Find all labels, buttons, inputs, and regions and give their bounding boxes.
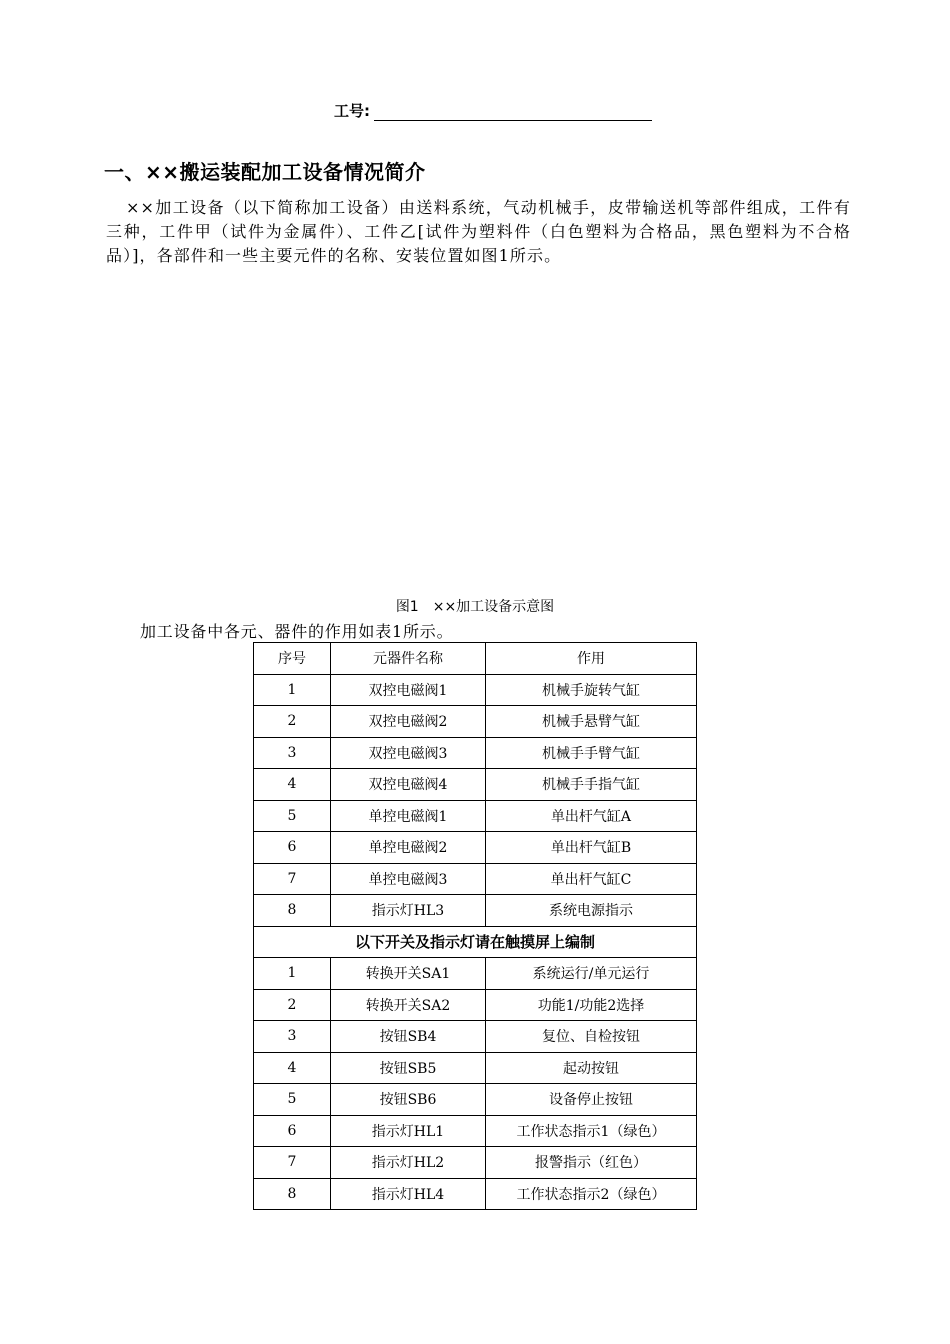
cell-function: 机械手悬臂气缸 [486, 706, 697, 738]
header-cell-function: 作用 [486, 643, 697, 675]
table-row [254, 832, 697, 864]
cell-component: 双控电磁阀4 [331, 769, 486, 801]
table-row [254, 1115, 697, 1147]
cell-function: 机械手手指气缸 [486, 769, 697, 801]
table-row [254, 989, 697, 1021]
cell-function: 复位、自检按钮 [486, 1021, 697, 1053]
cell-function: 系统电源指示 [486, 895, 697, 927]
table-intro-text: 加工设备中各元、器件的作用如表1所示。 [140, 622, 454, 641]
cell-function: 单出杆气缸C [486, 863, 697, 895]
cell-index: 3 [254, 1021, 331, 1053]
cell-component: 单控电磁阀1 [331, 800, 486, 832]
cell-function: 工作状态指示1（绿色） [486, 1115, 697, 1147]
table-row [254, 1178, 697, 1210]
cell-component: 指示灯HL2 [331, 1147, 486, 1179]
cell-index: 8 [254, 895, 331, 927]
header-cell-component: 元器件名称 [331, 643, 486, 675]
table-row [254, 674, 697, 706]
cell-function: 设备停止按钮 [486, 1084, 697, 1116]
cell-function: 机械手手臂气缸 [486, 737, 697, 769]
cell-function: 报警指示（红色） [486, 1147, 697, 1179]
cell-component: 转换开关SA1 [331, 958, 486, 990]
table-row [254, 737, 697, 769]
table-row [254, 706, 697, 738]
cell-component: 指示灯HL3 [331, 895, 486, 927]
cell-index: 4 [254, 769, 331, 801]
cell-index: 2 [254, 989, 331, 1021]
cell-function: 功能1/功能2选择 [486, 989, 697, 1021]
cell-index: 1 [254, 674, 331, 706]
cell-function: 系统运行/单元运行 [486, 958, 697, 990]
cell-index: 8 [254, 1178, 331, 1210]
table-row [254, 1084, 697, 1116]
job-number-blank-line [374, 104, 652, 121]
cell-component: 单控电磁阀2 [331, 832, 486, 864]
cell-component: 双控电磁阀1 [331, 674, 486, 706]
cell-function: 单出杆气缸B [486, 832, 697, 864]
cell-component: 按钮SB4 [331, 1021, 486, 1053]
job-number-label: 工号: [334, 102, 370, 120]
table-section-title: 以下开关及指示灯请在触摸屏上编制 [254, 926, 697, 958]
cell-index: 5 [254, 1084, 331, 1116]
cell-component: 转换开关SA2 [331, 989, 486, 1021]
cell-index: 7 [254, 863, 331, 895]
cell-index: 6 [254, 832, 331, 864]
cell-index: 3 [254, 737, 331, 769]
section-heading: 一、××搬运装配加工设备情况简介 [104, 160, 426, 184]
table-section-row [254, 926, 697, 958]
table-row [254, 895, 697, 927]
table-row [254, 1021, 697, 1053]
cell-function: 起动按钮 [486, 1052, 697, 1084]
cell-component: 按钮SB5 [331, 1052, 486, 1084]
figure-caption: 图1 ××加工设备示意图 [395, 599, 555, 615]
cell-index: 6 [254, 1115, 331, 1147]
table-row [254, 863, 697, 895]
cell-component: 双控电磁阀3 [331, 737, 486, 769]
cell-component: 指示灯HL1 [331, 1115, 486, 1147]
table-row [254, 958, 697, 990]
table-header-row [254, 643, 697, 675]
components-table [253, 642, 697, 1210]
cell-component: 按钮SB6 [331, 1084, 486, 1116]
cell-index: 7 [254, 1147, 331, 1179]
job-number-field [334, 100, 652, 121]
header-cell-index: 序号 [254, 643, 331, 675]
cell-index: 4 [254, 1052, 331, 1084]
cell-component: 单控电磁阀3 [331, 863, 486, 895]
cell-component: 双控电磁阀2 [331, 706, 486, 738]
cell-function: 机械手旋转气缸 [486, 674, 697, 706]
table-row [254, 769, 697, 801]
table-row [254, 800, 697, 832]
cell-index: 5 [254, 800, 331, 832]
cell-index: 2 [254, 706, 331, 738]
table-row [254, 1052, 697, 1084]
figure-placeholder [106, 272, 851, 590]
cell-index: 1 [254, 958, 331, 990]
cell-function: 工作状态指示2（绿色） [486, 1178, 697, 1210]
cell-component: 指示灯HL4 [331, 1178, 486, 1210]
intro-paragraph: ××加工设备（以下简称加工设备）由送料系统，气动机械手，皮带输送机等部件组成，工件有三种，工件甲（试件为金属件）、工件乙[试件为塑料件（白色塑料为合格品，黑色塑料为不合格品）]，各部件和一些主要元件的名称、安装位置如图1所示。 [106, 198, 851, 265]
cell-function: 单出杆气缸A [486, 800, 697, 832]
table-row [254, 1147, 697, 1179]
